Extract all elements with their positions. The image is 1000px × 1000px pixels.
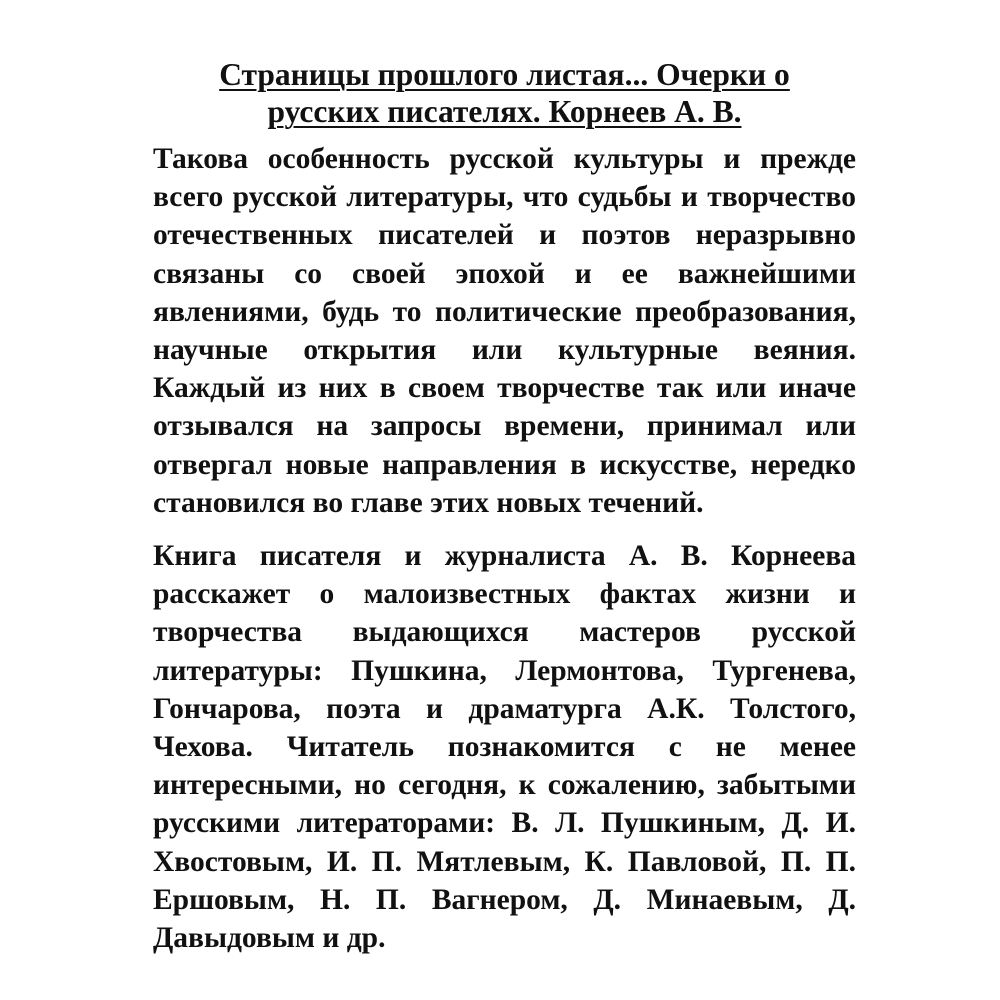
document-page <box>153 56 856 957</box>
paragraph-2: Книга писателя и журналиста А. В. Корнеева расскажет о малоизвестных фактах жизни и творчества выдающихся мастеров русской литературы: Пушкина, Лермонтова, Тургенева, Гончарова, поэта и драматурга А.К. Толстого, Чехова. Читатель познакомится с не менее интересными, но сегодня, к сожалению, забытыми русскими литераторами: В. Л. Пушкиным, Д. И. Хвостовым, И. П. Мятлевым, К. Павловой, П. П. Ершовым, Н. П. Вагнером, Д. Минаевым, Д. Давыдовым и др. <box>153 540 856 955</box>
document-title <box>153 56 856 130</box>
title-line-2: русских писателях. Корнеев А. В. <box>267 94 742 129</box>
title-line-1: Страницы прошлого листая... Очерки о <box>219 57 790 92</box>
paragraph-1: Такова особенность русской культуры и прежде всего русской литературы, что судьбы и творчество отечественных писателей и поэтов неразрывно связаны со своей эпохой и ее важнейшими явлениями, будь то политические преобразования, научные открытия или культурные веяния. Каждый из них в своем творчестве так или иначе отзывался на запросы времени, принимал или отвергал новые направления в искусстве, нередко становился во главе этих новых течений. <box>153 143 856 519</box>
